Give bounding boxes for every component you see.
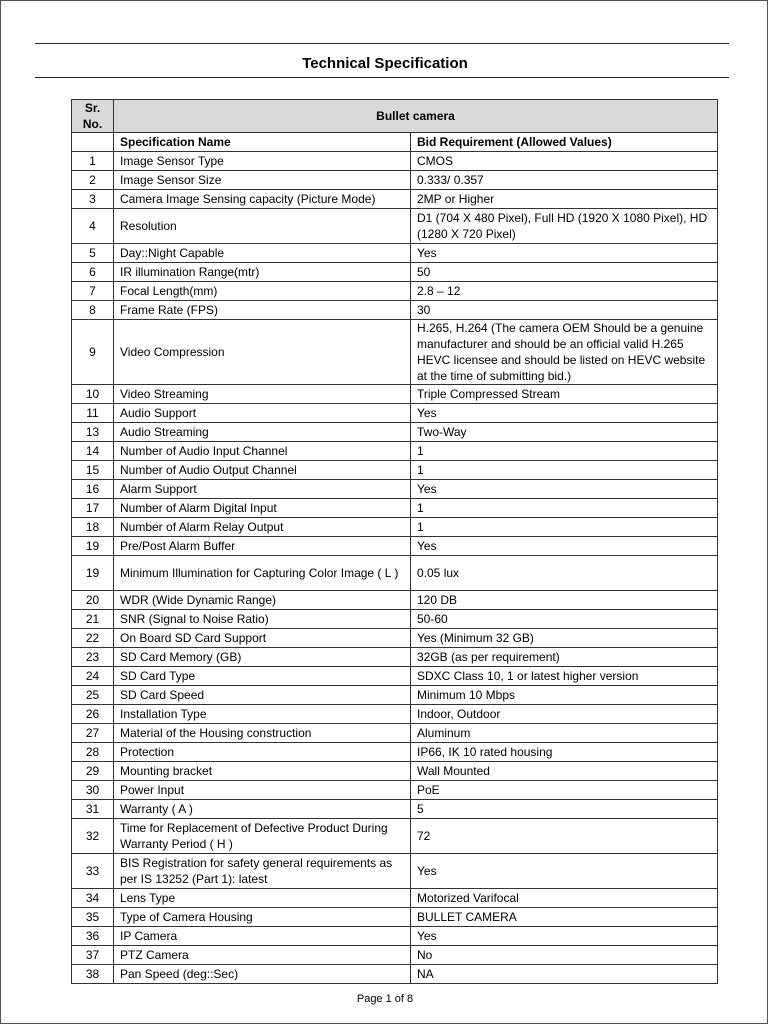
group-header: Bullet camera (114, 100, 718, 133)
spec-value: 30 (411, 301, 718, 320)
table-row (72, 946, 718, 965)
spec-name: Material of the Housing construction (114, 724, 411, 743)
row-number: 25 (72, 686, 114, 705)
table-row (72, 537, 718, 556)
spec-value: Yes (411, 244, 718, 263)
spec-value: Yes (411, 480, 718, 499)
spec-value: H.265, H.264 (The camera OEM Should be a genuine manufacturer and should be an official valid H.265 HEVC licensee and should be listed on HEVC website at the time of submitting bid.) (411, 320, 718, 385)
row-number: 22 (72, 629, 114, 648)
spec-name: SD Card Memory (GB) (114, 648, 411, 667)
spec-name: Pre/Post Alarm Buffer (114, 537, 411, 556)
spec-name: PTZ Camera (114, 946, 411, 965)
row-number: 2 (72, 171, 114, 190)
table-column-header-row (72, 133, 718, 152)
table-row (72, 854, 718, 889)
row-number: 17 (72, 499, 114, 518)
spec-name: Resolution (114, 209, 411, 244)
spec-name: IR illumination Range(mtr) (114, 263, 411, 282)
spec-name: Time for Replacement of Defective Product During Warranty Period ( H ) (114, 819, 411, 854)
spec-value: Minimum 10 Mbps (411, 686, 718, 705)
row-number: 28 (72, 743, 114, 762)
spec-value: Triple Compressed Stream (411, 385, 718, 404)
table-row (72, 648, 718, 667)
spec-name: SD Card Type (114, 667, 411, 686)
spec-value: BULLET CAMERA (411, 908, 718, 927)
table-row (72, 282, 718, 301)
spec-name: Pan Speed (deg::Sec) (114, 965, 411, 984)
row-number: 1 (72, 152, 114, 171)
row-number: 26 (72, 705, 114, 724)
spec-value: CMOS (411, 152, 718, 171)
row-number: 13 (72, 423, 114, 442)
table-row (72, 499, 718, 518)
table-row (72, 320, 718, 385)
table-row (72, 209, 718, 244)
spec-value: Yes (Minimum 32 GB) (411, 629, 718, 648)
table-row (72, 705, 718, 724)
spec-name: Audio Support (114, 404, 411, 423)
row-number: 14 (72, 442, 114, 461)
table-row (72, 591, 718, 610)
table-row (72, 686, 718, 705)
spec-value: 5 (411, 800, 718, 819)
spec-value: 72 (411, 819, 718, 854)
spec-name: Protection (114, 743, 411, 762)
row-number: 16 (72, 480, 114, 499)
spec-name: Type of Camera Housing (114, 908, 411, 927)
row-number: 24 (72, 667, 114, 686)
table-row (72, 171, 718, 190)
table-row (72, 404, 718, 423)
row-number: 35 (72, 908, 114, 927)
spec-name: Number of Alarm Digital Input (114, 499, 411, 518)
table-row (72, 762, 718, 781)
spec-value: IP66, IK 10 rated housing (411, 743, 718, 762)
spec-value: 2MP or Higher (411, 190, 718, 209)
spec-value: Wall Mounted (411, 762, 718, 781)
table-row (72, 190, 718, 209)
table-row (72, 927, 718, 946)
row-number: 3 (72, 190, 114, 209)
row-number: 32 (72, 819, 114, 854)
spec-value: PoE (411, 781, 718, 800)
table-row (72, 461, 718, 480)
sr-no-header: Sr. No. (72, 100, 114, 133)
spec-name: Video Compression (114, 320, 411, 385)
spec-name: Focal Length(mm) (114, 282, 411, 301)
spec-value: 50-60 (411, 610, 718, 629)
table-row (72, 889, 718, 908)
table-row (72, 908, 718, 927)
spec-name: WDR (Wide Dynamic Range) (114, 591, 411, 610)
spec-value: Yes (411, 537, 718, 556)
spec-name: Image Sensor Type (114, 152, 411, 171)
spec-name: Lens Type (114, 889, 411, 908)
table-row (72, 385, 718, 404)
spec-value: SDXC Class 10, 1 or latest higher version (411, 667, 718, 686)
table-row (72, 423, 718, 442)
spec-value: 1 (411, 461, 718, 480)
spec-value: 2.8 – 12 (411, 282, 718, 301)
spec-name: Mounting bracket (114, 762, 411, 781)
spec-value: Motorized Varifocal (411, 889, 718, 908)
spec-name: BIS Registration for safety general requirements as per IS 13252 (Part 1): latest (114, 854, 411, 889)
spec-name: SNR (Signal to Noise Ratio) (114, 610, 411, 629)
row-number: 29 (72, 762, 114, 781)
row-number: 31 (72, 800, 114, 819)
spec-value: 50 (411, 263, 718, 282)
spec-value: 32GB (as per requirement) (411, 648, 718, 667)
row-number: 33 (72, 854, 114, 889)
spec-name: Image Sensor Size (114, 171, 411, 190)
spec-name: Day::Night Capable (114, 244, 411, 263)
spec-name: On Board SD Card Support (114, 629, 411, 648)
row-number: 37 (72, 946, 114, 965)
table-row (72, 965, 718, 984)
table-row (72, 152, 718, 171)
row-number: 20 (72, 591, 114, 610)
row-number: 30 (72, 781, 114, 800)
row-number: 23 (72, 648, 114, 667)
row-number: 10 (72, 385, 114, 404)
spec-value: Indoor, Outdoor (411, 705, 718, 724)
spec-value: Yes (411, 404, 718, 423)
table-group-header-row (72, 100, 718, 133)
spec-name: Audio Streaming (114, 423, 411, 442)
spec-value: 120 DB (411, 591, 718, 610)
header-rule-bottom (35, 77, 729, 78)
table-row (72, 743, 718, 762)
row-number: 8 (72, 301, 114, 320)
table-row (72, 610, 718, 629)
row-number: 19 (72, 556, 114, 591)
table-row (72, 724, 718, 743)
spec-name: Warranty ( A ) (114, 800, 411, 819)
spec-value: 1 (411, 499, 718, 518)
table-row (72, 819, 718, 854)
spec-value: NA (411, 965, 718, 984)
row-number: 6 (72, 263, 114, 282)
spec-value: Aluminum (411, 724, 718, 743)
spec-name: Frame Rate (FPS) (114, 301, 411, 320)
row-number: 38 (72, 965, 114, 984)
spec-value: 1 (411, 442, 718, 461)
row-number: 7 (72, 282, 114, 301)
table-row (72, 442, 718, 461)
page-title: Technical Specification (302, 55, 468, 72)
empty-header-cell (72, 133, 114, 152)
header-rule-top (35, 43, 729, 44)
table-row (72, 629, 718, 648)
row-number: 36 (72, 927, 114, 946)
spec-value: 0.05 lux (411, 556, 718, 591)
spec-name: IP Camera (114, 927, 411, 946)
table-row (72, 263, 718, 282)
page-footer: Page 1 of 8 (356, 993, 414, 1005)
spec-value: D1 (704 X 480 Pixel), Full HD (1920 X 1080 Pixel), HD (1280 X 720 Pixel) (411, 209, 718, 244)
spec-value: Two-Way (411, 423, 718, 442)
row-number: 18 (72, 518, 114, 537)
bid-requirement-header: Bid Requirement (Allowed Values) (411, 133, 718, 152)
spec-name: Number of Alarm Relay Output (114, 518, 411, 537)
row-number: 15 (72, 461, 114, 480)
row-number: 34 (72, 889, 114, 908)
spec-name: Camera Image Sensing capacity (Picture Mode) (114, 190, 411, 209)
spec-name: Video Streaming (114, 385, 411, 404)
spec-value: Yes (411, 854, 718, 889)
spec-name: Alarm Support (114, 480, 411, 499)
table-row (72, 244, 718, 263)
row-number: 21 (72, 610, 114, 629)
spec-name: Installation Type (114, 705, 411, 724)
spec-name: Number of Audio Input Channel (114, 442, 411, 461)
spec-value: Yes (411, 927, 718, 946)
spec-name: Minimum Illumination for Capturing Color Image ( L ) (114, 556, 411, 591)
spec-name-header: Specification Name (114, 133, 411, 152)
spec-value: No (411, 946, 718, 965)
row-number: 4 (72, 209, 114, 244)
table-row (72, 480, 718, 499)
table-row (72, 667, 718, 686)
row-number: 11 (72, 404, 114, 423)
table-row (72, 518, 718, 537)
row-number: 27 (72, 724, 114, 743)
row-number: 19 (72, 537, 114, 556)
row-number: 9 (72, 320, 114, 385)
spec-name: Number of Audio Output Channel (114, 461, 411, 480)
table-row (72, 556, 718, 591)
spec-table (71, 99, 718, 984)
spec-value: 0.333/ 0.357 (411, 171, 718, 190)
row-number: 5 (72, 244, 114, 263)
table-row (72, 800, 718, 819)
spec-name: SD Card Speed (114, 686, 411, 705)
spec-name: Power Input (114, 781, 411, 800)
table-row (72, 301, 718, 320)
spec-value: 1 (411, 518, 718, 537)
table-row (72, 781, 718, 800)
